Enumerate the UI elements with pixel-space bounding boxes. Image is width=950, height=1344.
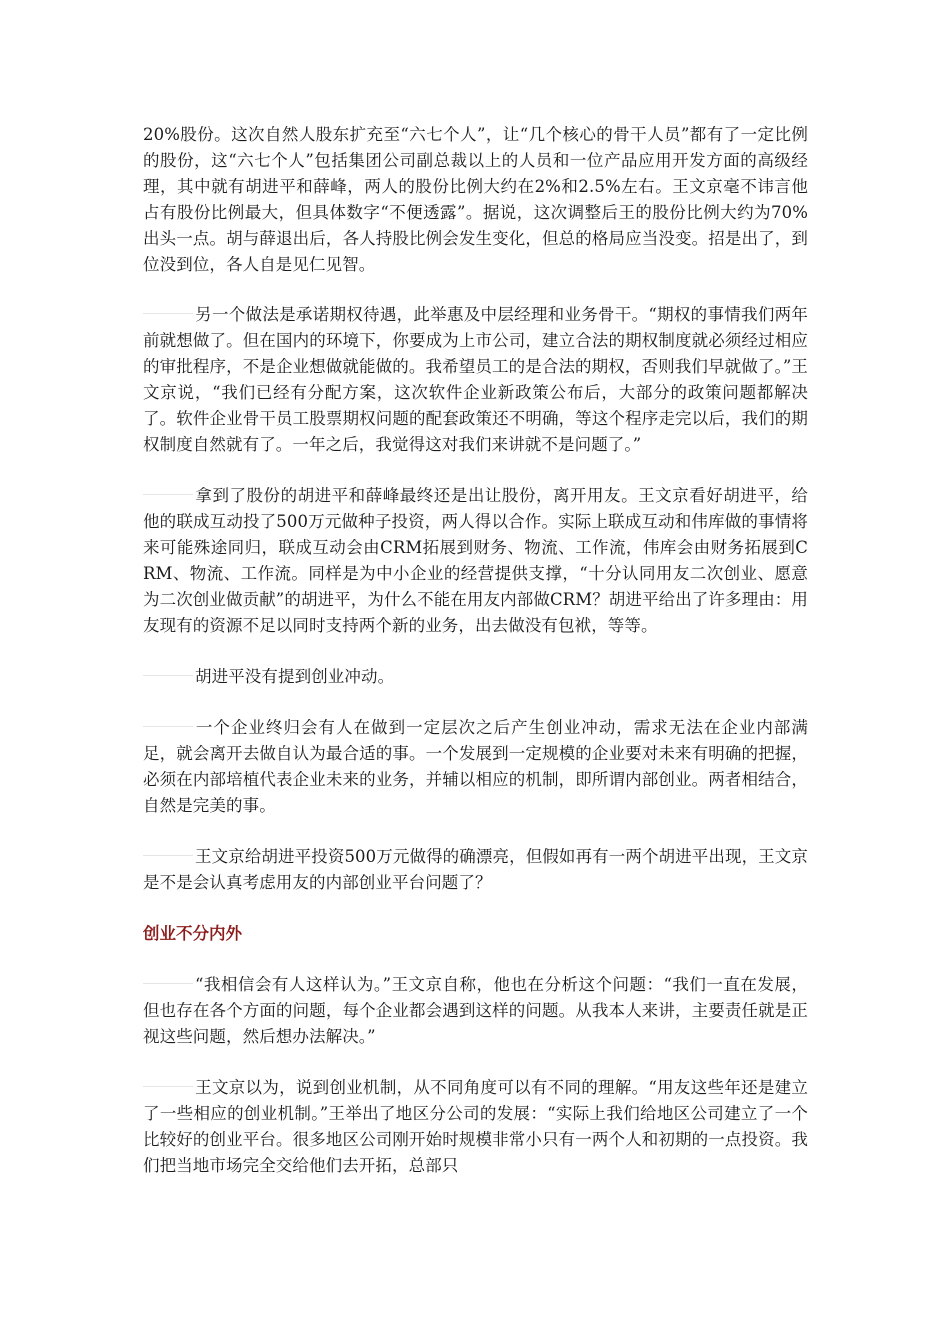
paragraph-6 [143, 844, 808, 896]
indent-mark [143, 983, 193, 985]
paragraph-8 [143, 1075, 808, 1179]
paragraph-4 [143, 664, 808, 690]
paragraph-8-text: 王文京以为，说到创业机制，从不同角度可以有不同的理解。“用友这些年还是建立了一些相应的创业机制。”王举出了地区分公司的发展：“实际上我们给地区公司建立了一个比较好的创业平台。很多地区公司刚开始时规模非常小只有一两个人和初期的一点投资。我们把当地市场完全交给他们去开拓，总部只 [143, 1078, 808, 1175]
indent-mark [143, 1086, 193, 1088]
section-heading: 创业不分内外 [143, 924, 242, 943]
paragraph-4-text: 胡进平没有提到创业冲动。 [195, 667, 395, 686]
indent-mark [143, 726, 193, 728]
paragraph-6-text: 王文京给胡进平投资500万元做得的确漂亮，但假如再有一两个胡进平出现，王文京是不是会认真考虑用友的内部创业平台问题了？ [143, 847, 808, 892]
paragraph-5-text: 一个企业终归会有人在做到一定层次之后产生创业冲动，需求无法在企业内部满足，就会离开去做自认为最合适的事。一个发展到一定规模的企业要对未来有明确的把握，必须在内部培植代表企业未来的业务，并辅以相应的机制，即所谓内部创业。两者相结合，自然是完美的事。 [143, 718, 808, 815]
paragraph-2-text: 另一个做法是承诺期权待遇，此举惠及中层经理和业务骨干。“期权的事情我们两年前就想做了。但在国内的环境下，你要成为上市公司，建立合法的期权制度就必须经过相应的审批程序，不是企业想做就能做的。我希望员工的是合法的期权，否则我们早就做了。”王文京说，“我们已经有分配方案，这次软件企业新政策公布后，大部分的政策问题都解决了。软件企业骨干员工股票期权问题的配套政策还不明确，等这个程序走完以后，我们的期权制度自然就有了。一年之后，我觉得这对我们来讲就不是问题了。” [143, 305, 808, 454]
paragraph-7-text: “我相信会有人这样认为。”王文京自称，他也在分析这个问题：“我们一直在发展，但也存在各个方面的问题，每个企业都会遇到这样的问题。从我本人来讲，主要责任就是正视这些问题，然后想办法解决。” [143, 975, 808, 1046]
indent-mark [143, 675, 193, 677]
paragraph-2 [143, 302, 808, 458]
paragraph-3-text: 拿到了股份的胡进平和薛峰最终还是出让股份，离开用友。王文京看好胡进平，给他的联成互动投了500万元做种子投资，两人得以合作。实际上联成互动和伟库做的事情将来可能殊途同归，联成互动会由CRM拓展到财务、物流、工作流，伟库会由财务拓展到CRM、物流、工作流。同样是为中小企业的经营提供支撑，“十分认同用友二次创业、愿意为二次创业做贡献”的胡进平，为什么不能在用友内部做CRM？胡进平给出了许多理由：用友现有的资源不足以同时支持两个新的业务，出去做没有包袱，等等。 [143, 486, 808, 635]
indent-mark [143, 313, 193, 315]
indent-mark [143, 494, 193, 496]
indent-mark [143, 855, 193, 857]
document-page [143, 122, 808, 1204]
paragraph-5 [143, 715, 808, 819]
paragraph-1: 20%股份。这次自然人股东扩充至“六七个人”，让“几个核心的骨干人员”都有了一定比例的股份，这“六七个人”包括集团公司副总裁以上的人员和一位产品应用开发方面的高级经理，其中就有胡进平和薛峰，两人的股份比例大约在2%和2.5%左右。王文京毫不讳言他占有股份比例最大，但具体数字“不便透露”。据说，这次调整后王的股份比例大约为70%出头一点。胡与薛退出后，各人持股比例会发生变化，但总的格局应当没变。招是出了，到位没到位，各人自是见仁见智。 [143, 125, 808, 274]
paragraph-3 [143, 483, 808, 639]
paragraph-7 [143, 972, 808, 1050]
